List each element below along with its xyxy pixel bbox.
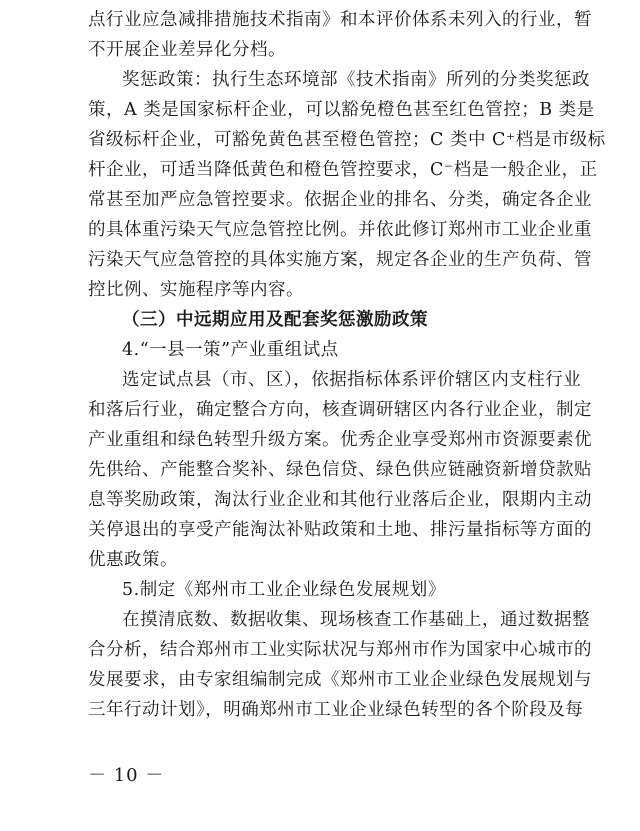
subsection-heading: 5.制定《郑州市工业企业绿色发展规划》 xyxy=(122,580,446,600)
paragraph-line: 三年行动计划》，明确郑州市工业企业绿色转型的各个阶段及每 xyxy=(88,700,584,720)
paragraph-line: 息等奖励政策，淘汰行业企业和其他行业落后企业，限期内主动 xyxy=(88,490,592,510)
paragraph-line: 关停退出的享受产能淘汰补贴政策和土地、排污量指标等方面的 xyxy=(88,520,592,540)
paragraph-line: 在摸清底数、数据收集、现场核查工作基础上，通过数据整 xyxy=(122,610,590,630)
paragraph-line: 不开展企业差异化分档。 xyxy=(88,40,286,60)
section-heading: （三）中远期应用及配套奖惩激励政策 xyxy=(122,310,428,330)
paragraph-line: 产业重组和绿色转型升级方案。优秀企业享受郑州市资源要素优 xyxy=(88,430,592,450)
paragraph-line: 污染天气应急管控的具体实施方案，规定各企业的生产负荷、管 xyxy=(88,250,592,270)
paragraph-line: 控比例、实施程序等内容。 xyxy=(88,280,304,300)
paragraph-line: 发展要求，由专家组编制完成《郑州市工业企业绿色发展规划与 xyxy=(88,670,592,690)
paragraph-line: 省级标杆企业，可豁免黄色甚至橙色管控；C 类中 C⁺档是市级标 xyxy=(88,130,606,150)
paragraph-line: 优惠政策。 xyxy=(88,550,178,570)
paragraph-line: 杆企业，可适当降低黄色和橙色管控要求，C⁻档是一般企业，正 xyxy=(88,160,598,180)
paragraph-line: 选定试点县（市、区），依据指标体系评价辖区内支柱行业 xyxy=(122,370,582,390)
paragraph-line: 合分析，结合郑州市工业实际状况与郑州市作为国家中心城市的 xyxy=(88,640,592,660)
paragraph-line: 策，A 类是国家标杆企业，可以豁免橙色甚至红色管控；B 类是 xyxy=(88,100,595,120)
paragraph-line: 和落后行业，确定整合方向，核查调研辖区内各行业企业，制定 xyxy=(88,400,592,420)
paragraph-line: 的具体重污染天气应急管控比例。并依此修订郑州市工业企业重 xyxy=(88,220,592,240)
subsection-heading: 4.“一县一策”产业重组试点 xyxy=(122,340,339,360)
page-number: － 10 － xyxy=(88,765,165,786)
paragraph-line: 先供给、产能整合奖补、绿色信贷、绿色供应链融资新增贷款贴 xyxy=(88,460,592,480)
paragraph-line: 点行业应急减排措施技术指南》和本评价体系未列入的行业，暂 xyxy=(88,10,592,30)
paragraph-line: 常甚至加严应急管控要求。依据企业的排名、分类，确定各企业 xyxy=(88,190,592,210)
paragraph-line: 奖惩政策：执行生态环境部《技术指南》所列的分类奖惩政 xyxy=(122,70,590,90)
